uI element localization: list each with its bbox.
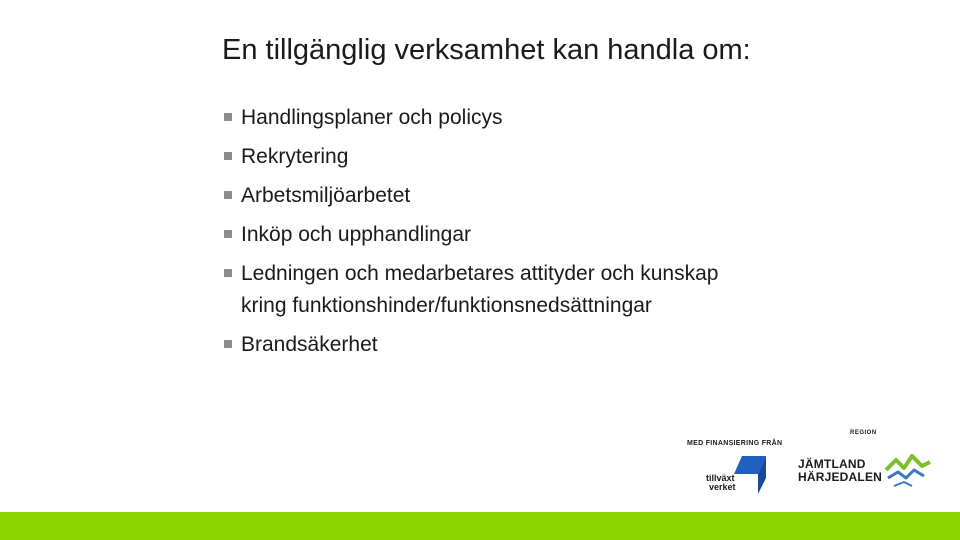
- region-label: REGION: [850, 430, 877, 436]
- square-bullet-icon: [224, 113, 232, 121]
- square-bullet-icon: [224, 230, 232, 238]
- list-item: [222, 329, 762, 361]
- list-item: [222, 219, 762, 251]
- square-bullet-icon: [224, 340, 232, 348]
- verket-line: verket: [709, 482, 736, 492]
- region-name-line1: JÄMTLAND: [798, 457, 866, 471]
- financing-text: MED FINANSIERING FRÅN: [687, 440, 783, 447]
- region-name-line2: HÄRJEDALEN: [798, 470, 883, 484]
- slide-title: En tillgänglig verksamhet kan handla om:: [222, 34, 751, 66]
- list-item: [222, 258, 762, 322]
- bullet-list: [222, 102, 762, 368]
- bullet-text: Arbetsmiljöarbetet: [241, 184, 411, 207]
- bullet-text: Rekrytering: [241, 145, 349, 168]
- bullet-text: Brandsäkerhet: [241, 333, 378, 356]
- tillvaxtverket-wordmark: [706, 474, 736, 492]
- logo-area: [680, 430, 940, 498]
- list-item: [222, 102, 762, 134]
- square-bullet-icon: [224, 191, 232, 199]
- square-bullet-icon: [224, 269, 232, 277]
- bullet-text: Inköp och upphandlingar: [241, 223, 472, 246]
- square-bullet-icon: [224, 152, 232, 160]
- list-item: [222, 141, 762, 173]
- tillvaxt-line: tillväxt: [706, 473, 735, 483]
- list-item: [222, 180, 762, 212]
- bullet-text: Ledningen och medarbetares attityder och kunskap kring funktionshinder/funktionsnedsättningar: [241, 262, 719, 317]
- bullet-text: Handlingsplaner och policys: [241, 106, 503, 129]
- footer-bar: [0, 512, 960, 540]
- region-mountain-logo-icon: [884, 452, 932, 492]
